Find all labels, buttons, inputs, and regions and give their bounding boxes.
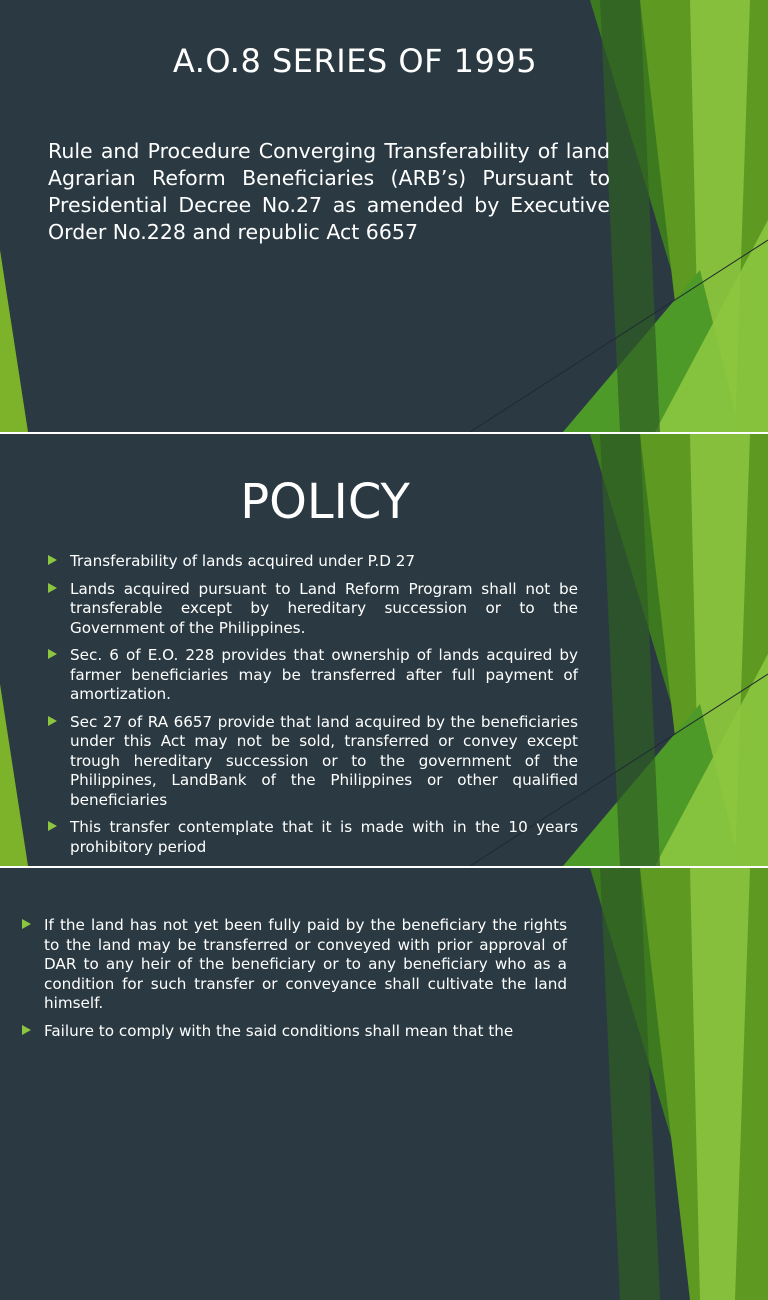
bullet-arrow-icon [48, 821, 57, 831]
slide-title: A.O.8 SERIES OF 1995 [172, 42, 538, 80]
bullet-arrow-icon [22, 1025, 31, 1035]
bullet-text: Sec 27 of RA 6657 provide that land acquired by the beneficiaries under this Act may not be sold, transferred or convey except trough hereditary succession or to the government of the Philippines, LandBank of the Philippines or other qualified beneficiaries [70, 712, 578, 809]
list-item [48, 580, 578, 639]
list-item [48, 713, 578, 811]
list-item [48, 552, 578, 572]
slide-1 [0, 0, 768, 432]
list-item [22, 1022, 567, 1042]
bullet-list [48, 552, 578, 865]
bullet-arrow-icon [48, 583, 57, 593]
bullet-arrow-icon [48, 716, 57, 726]
bullet-list [22, 916, 567, 1049]
bullet-text: Sec. 6 of E.O. 228 provides that ownership of lands acquired by farmer beneficiaries may be transferred after full payment of amortization. [70, 646, 578, 703]
slide-3 [0, 868, 768, 1300]
list-item [22, 916, 567, 1014]
bullet-text: Failure to comply with the said conditions shall mean that the [44, 1021, 514, 1040]
slide-subtitle: Rule and Procedure Converging Transferability of land Agrarian Reform Beneficiaries (ARB’s) Pursuant to Presidential Decree No.27 as amended by Executive Order No.228 and republic Act 6657 [48, 139, 610, 244]
bullet-arrow-icon [22, 919, 31, 929]
slide-2 [0, 434, 768, 866]
bullet-text: Lands acquired pursuant to Land Reform Program shall not be transferable except by hereditary succession or to the Government of the Philippines. [70, 579, 578, 637]
slide-title: POLICY [240, 474, 410, 530]
bullet-text: If the land has not yet been fully paid by the beneficiary the rights to the land may be transferred or conveyed with prior approval of DAR to any heir of the beneficiary or to any beneficiary who as a condition for such transfer or conveyance shall cultivate the land himself. [44, 916, 567, 1012]
bullet-arrow-icon [48, 555, 57, 565]
bullet-arrow-icon [48, 649, 57, 659]
bullet-text: Transferability of lands acquired under P.D 27 [70, 552, 416, 570]
list-item [48, 818, 578, 857]
list-item [48, 646, 578, 705]
bullet-text: This transfer contemplate that it is made with in the 10 years prohibitory period [70, 818, 578, 856]
